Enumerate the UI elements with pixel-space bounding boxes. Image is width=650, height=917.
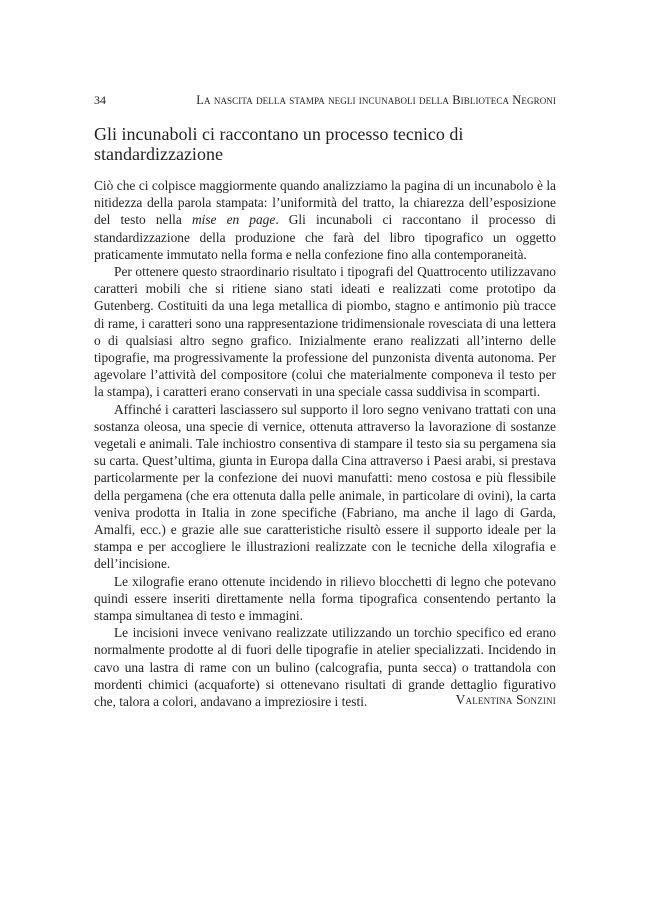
paragraph-1	[94, 177, 556, 263]
paragraph-5: Le incisioni invece venivano realizzate utilizzando un torchio specifico ed erano normalmente prodotte al di fuori delle tipografie in atelier specializzati. Incidendo in cavo una lastra di rame con un bulino (calcografia, punta secca) o trattandola con mordenti chimici (acquaforte) si ottenevano risultati di grande dettaglio figurativo che, talora a colori, andavano a impreziosire i testi.	[94, 625, 556, 710]
paragraph-3: Affinché i caratteri lasciassero sul supporto il loro segno venivano trattati con una sostanza oleosa, una specie di vernice, ottenuta attraverso la lavorazione di sostanze vegetali e animali. Tale inchiostro consentiva di stampare il testo sia su pergamena sia su carta. Quest’ultima, giunta in Europa dalla Cina attraverso i Paesi arabi, si prestava particolarmente per la confezione dei nuovi manufatti: meno costosa e più flessibile della pergamena (che era ottenuta dalla pelle animale, in particolare di ovini), la carta veniva prodotta in Italia in zone specifiche (Fabriano, ma anche il lago di Garda, Amalfi, ecc.) e grazie alle sue caratteristiche risultò essere il supporto ideale per la stampa e per accogliere le illustrazioni realizzate con le tecniche della xilografia e dell’incisione.	[94, 401, 556, 572]
paragraph-1-italic: mise en page	[191, 212, 276, 228]
page-number: 34	[94, 93, 106, 107]
paragraph-4: Le xilografie erano ottenute incidendo in rilievo blocchetti di legno che potevano quindi essere inseriti direttamente nella forma tipografica consentendo pertanto la stampa simultanea di testo e immagini.	[94, 573, 556, 624]
paragraph-1-text-after: . Gli incunaboli ci raccontano il processo di standardizzazione della produzione che farà del libro tipografico un oggetto praticamente immutato nella forma e nella confezione fino alla contemporaneità.	[94, 212, 557, 262]
section-title: Gli incunaboli ci raccontano un processo tecnico di standardizzazione	[94, 124, 464, 164]
article-body	[94, 177, 556, 710]
page-header	[94, 92, 556, 108]
paragraph-1-text-before: Ciò che ci colpisce maggiormente quando analizziamo la pagina di un incunabolo è la nitidezza della parola stampata: l’uniformità del tratto, la chiarezza dell’esposizione del testo nella	[94, 178, 556, 228]
running-title: La nascita della stampa negli incunaboli della Biblioteca Negroni	[196, 93, 556, 107]
author-signature: Valentina Sonzini	[455, 692, 556, 707]
paragraph-2: Per ottenere questo straordinario risultato i tipografi del Quattrocento utilizzavano caratteri mobili che si ritiene siano stati ideati e realizzati come prototipo da Gutenberg. Costituiti da una lega metallica di piombo, stagno e antimonio più tracce di rame, i caratteri sono una rappresentazione tridimensionale rovesciata di una lettera o di qualsiasi altro segno grafico. Inizialmente erano realizzati all’interno delle tipografie, ma progressivamente la professione del punzonista diventa autonoma. Per agevolare l’attività del compositore (colui che materialmente componeva il testo per la stampa), i caratteri erano conservati in una speciale cassa suddivisa in scomparti.	[94, 264, 556, 400]
